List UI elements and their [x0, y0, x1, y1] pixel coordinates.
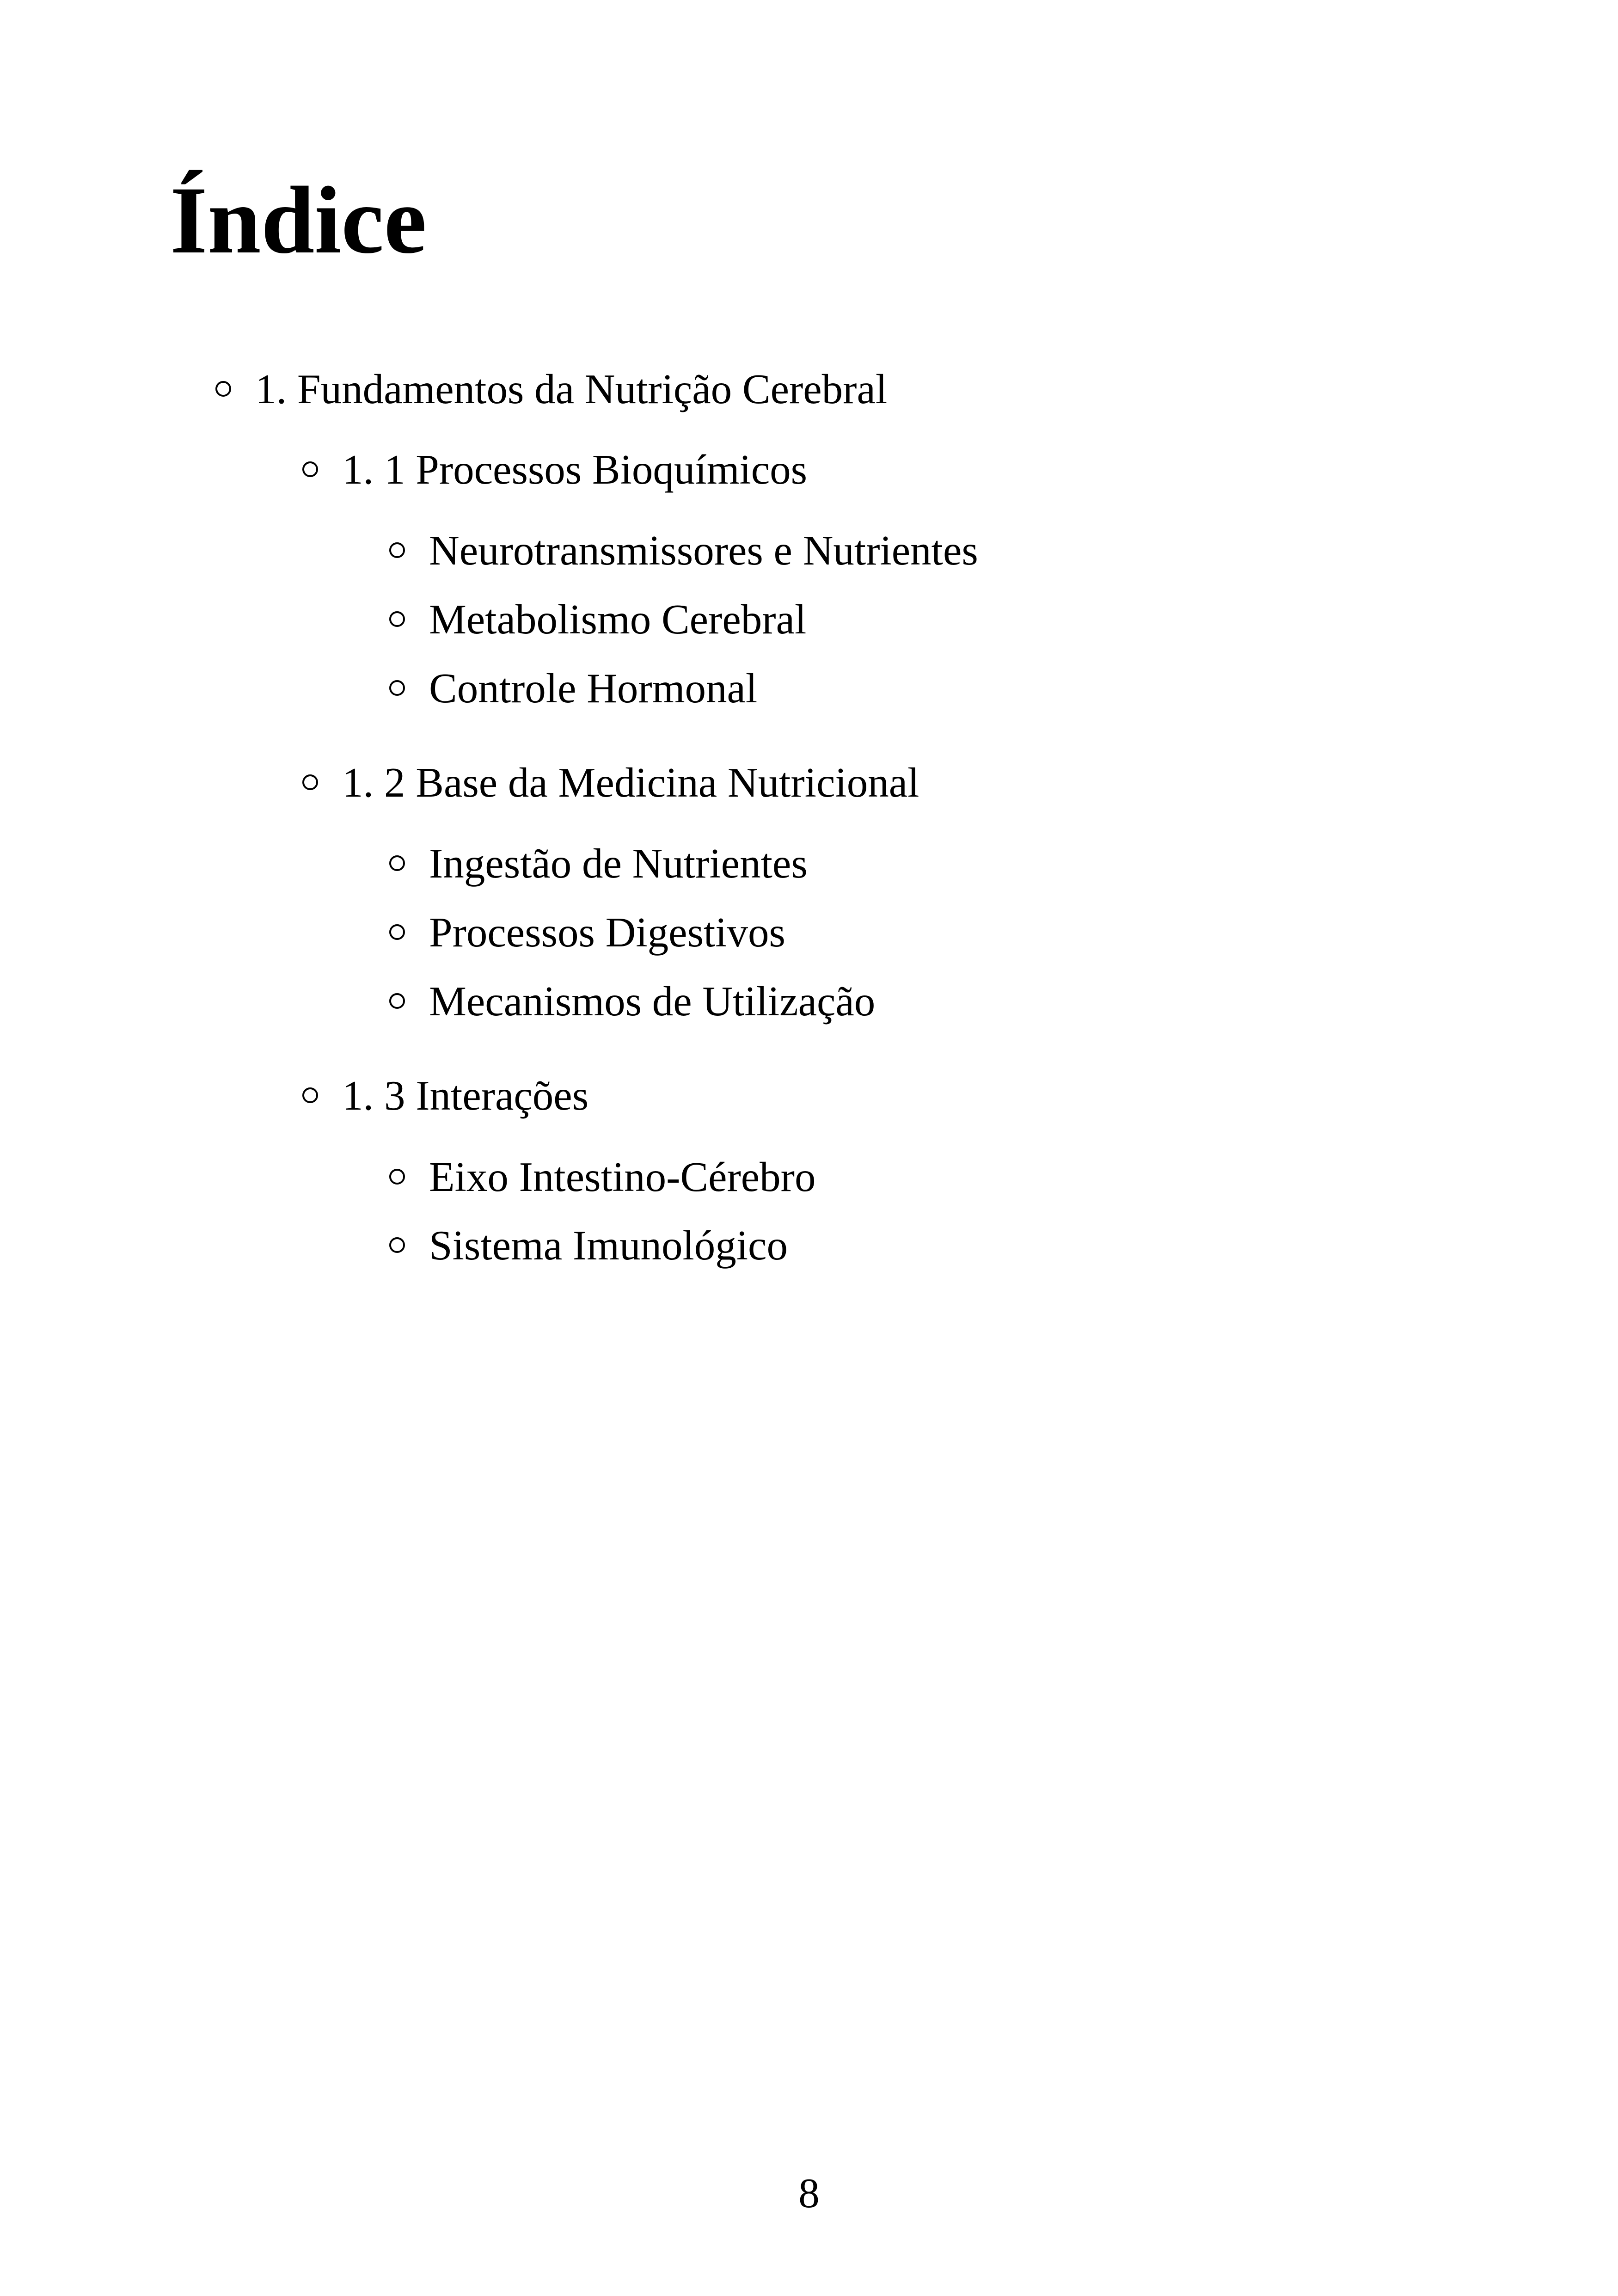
toc-entry-label: Neurotransmissores e Nutrientes	[429, 527, 978, 574]
circle-bullet-icon	[302, 774, 318, 790]
circle-bullet-icon	[389, 924, 405, 940]
circle-bullet-icon	[302, 461, 318, 477]
toc-entry-label: Mecanismos de Utilização	[429, 978, 876, 1025]
toc-entry-level-3[interactable]	[389, 1156, 815, 1198]
toc-entry-label: Sistema Imunológico	[429, 1222, 788, 1269]
toc-entry-level-3[interactable]	[389, 596, 807, 643]
circle-bullet-icon	[389, 611, 405, 627]
toc-entry-label: 1. 2 Base da Medicina Nutricional	[342, 759, 919, 806]
toc-entry-label: Metabolismo Cerebral	[429, 596, 807, 643]
circle-bullet-icon	[389, 855, 405, 871]
toc-entry-level-2[interactable]	[302, 448, 807, 491]
circle-bullet-icon	[215, 381, 231, 397]
circle-bullet-icon	[389, 993, 405, 1009]
toc-entry-level-2[interactable]	[302, 761, 919, 804]
circle-bullet-icon	[302, 1087, 318, 1103]
toc-entry-label: 1. Fundamentos da Nutrição Cerebral	[255, 366, 888, 412]
circle-bullet-icon	[389, 680, 405, 696]
toc-entry-label: Processos Digestivos	[429, 909, 785, 956]
toc-entry-label: 1. 1 Processos Bioquímicos	[342, 446, 808, 493]
circle-bullet-icon	[389, 1237, 405, 1253]
toc-entry-label: Controle Hormonal	[429, 665, 758, 712]
toc-entry-level-3[interactable]	[389, 978, 876, 1025]
toc-entry-label: Ingestão de Nutrientes	[429, 840, 808, 887]
toc-entry-level-1[interactable]	[215, 368, 887, 410]
toc-entry-level-3[interactable]	[389, 909, 785, 956]
toc-entry-level-3[interactable]	[389, 665, 758, 712]
toc-entry-label: Eixo Intestino-Cérebro	[429, 1154, 816, 1200]
toc-entry-label: 1. 3 Interações	[342, 1072, 589, 1119]
toc-entry-level-3[interactable]	[389, 1222, 788, 1269]
circle-bullet-icon	[389, 542, 405, 558]
toc-entry-level-3[interactable]	[389, 527, 978, 574]
toc-entry-level-3[interactable]	[389, 840, 808, 887]
toc-entry-level-2[interactable]	[302, 1074, 588, 1117]
circle-bullet-icon	[389, 1169, 405, 1185]
page-number: 8	[798, 2170, 820, 2216]
page-title: Índice	[170, 167, 427, 273]
